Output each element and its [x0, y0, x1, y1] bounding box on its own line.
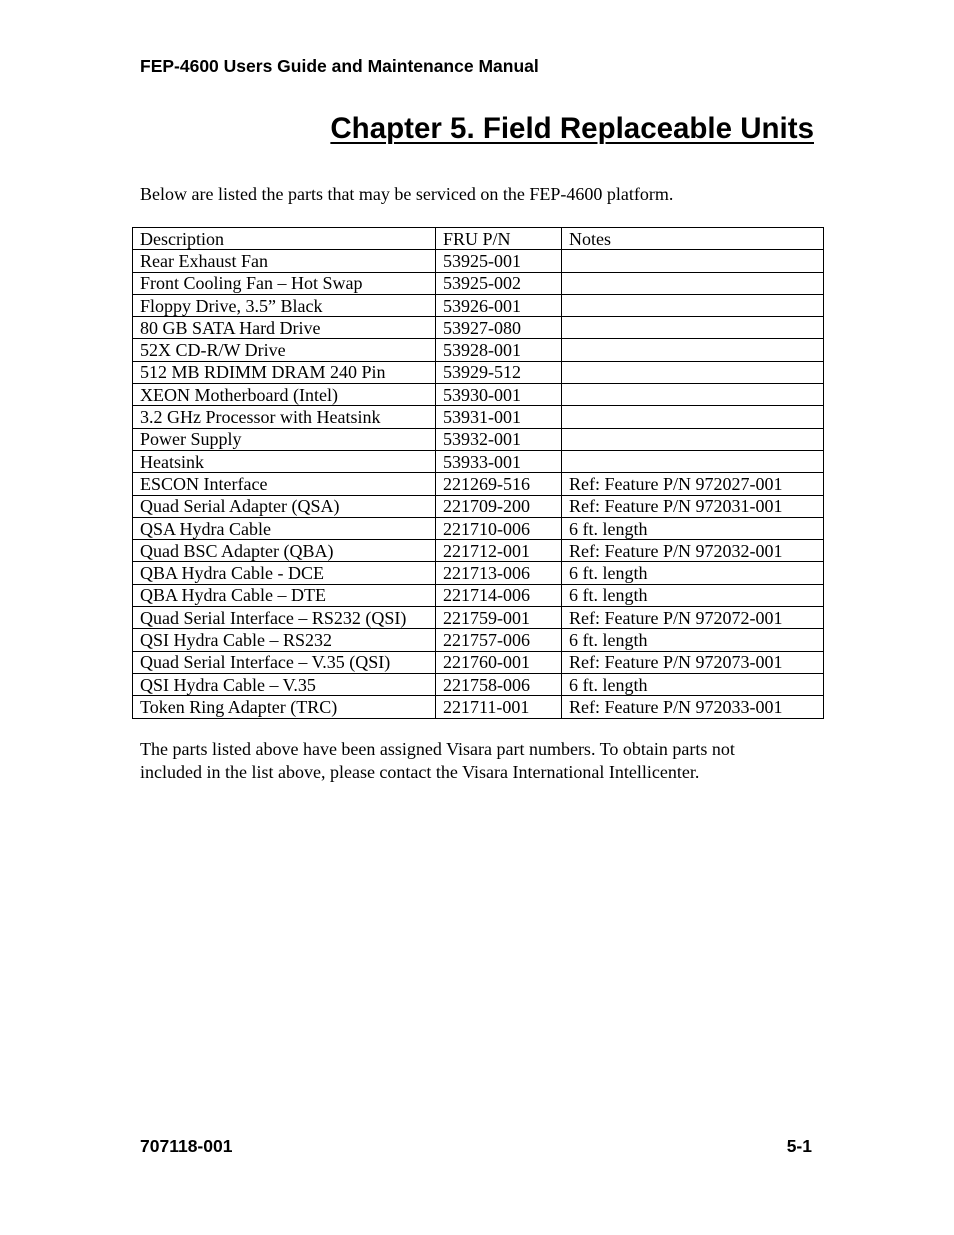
table-row	[133, 517, 824, 539]
table-row	[133, 361, 824, 383]
table-row	[133, 250, 824, 272]
cell-fru-pn: 53925-001	[436, 250, 562, 272]
table-row	[133, 473, 824, 495]
table-row	[133, 339, 824, 361]
cell-notes	[562, 250, 824, 272]
table-row	[133, 495, 824, 517]
cell-fru-pn: 221714-006	[436, 584, 562, 606]
cell-notes	[562, 428, 824, 450]
cell-notes: Ref: Feature P/N 972031-001	[562, 495, 824, 517]
cell-description: 512 MB RDIMM DRAM 240 Pin	[133, 361, 436, 383]
cell-description: Rear Exhaust Fan	[133, 250, 436, 272]
cell-notes: Ref: Feature P/N 972072-001	[562, 607, 824, 629]
cell-notes	[562, 294, 824, 316]
cell-description: ESCON Interface	[133, 473, 436, 495]
cell-description: Floppy Drive, 3.5” Black	[133, 294, 436, 316]
table-row	[133, 384, 824, 406]
cell-description: Quad Serial Adapter (QSA)	[133, 495, 436, 517]
table-row	[133, 629, 824, 651]
table-header-row	[133, 228, 824, 250]
cell-notes: Ref: Feature P/N 972032-001	[562, 540, 824, 562]
cell-fru-pn: 221759-001	[436, 607, 562, 629]
cell-description: 3.2 GHz Processor with Heatsink	[133, 406, 436, 428]
running-header: FEP-4600 Users Guide and Maintenance Manual	[140, 56, 539, 76]
intro-paragraph: Below are listed the parts that may be serviced on the FEP-4600 platform.	[140, 184, 674, 204]
cell-fru-pn: 221711-001	[436, 696, 562, 718]
cell-description: Token Ring Adapter (TRC)	[133, 696, 436, 718]
fru-parts-table	[132, 227, 824, 719]
cell-notes: Ref: Feature P/N 972073-001	[562, 651, 824, 673]
closing-paragraph-line: The parts listed above have been assigned Visara part numbers. To obtain parts not	[140, 739, 735, 759]
table-row	[133, 696, 824, 718]
cell-description: QSI Hydra Cable – V.35	[133, 673, 436, 695]
chapter-title: Chapter 5. Field Replaceable Units	[330, 112, 814, 145]
cell-notes: Ref: Feature P/N 972033-001	[562, 696, 824, 718]
closing-paragraph-line: included in the list above, please contact the Visara International Intellicenter.	[140, 762, 700, 782]
cell-fru-pn: 221713-006	[436, 562, 562, 584]
cell-fru-pn: 221757-006	[436, 629, 562, 651]
cell-description: QSA Hydra Cable	[133, 517, 436, 539]
cell-fru-pn: 221710-006	[436, 517, 562, 539]
cell-description: Heatsink	[133, 450, 436, 472]
cell-description: QBA Hydra Cable – DTE	[133, 584, 436, 606]
cell-description: Power Supply	[133, 428, 436, 450]
table-row	[133, 406, 824, 428]
cell-notes	[562, 317, 824, 339]
cell-fru-pn: 221712-001	[436, 540, 562, 562]
table-row	[133, 428, 824, 450]
cell-description: 52X CD-R/W Drive	[133, 339, 436, 361]
cell-fru-pn: 53933-001	[436, 450, 562, 472]
table-body	[133, 250, 824, 718]
cell-notes	[562, 384, 824, 406]
cell-fru-pn: 53926-001	[436, 294, 562, 316]
cell-fru-pn: 53929-512	[436, 361, 562, 383]
footer-doc-number: 707118-001	[140, 1136, 233, 1156]
cell-fru-pn: 53930-001	[436, 384, 562, 406]
footer-page-number: 5-1	[786, 1136, 812, 1156]
cell-description: XEON Motherboard (Intel)	[133, 384, 436, 406]
cell-notes: Ref: Feature P/N 972027-001	[562, 473, 824, 495]
cell-fru-pn: 53931-001	[436, 406, 562, 428]
closing-paragraph	[140, 738, 820, 784]
table-row	[133, 317, 824, 339]
cell-description: QSI Hydra Cable – RS232	[133, 629, 436, 651]
cell-notes: 6 ft. length	[562, 673, 824, 695]
column-header-description: Description	[133, 228, 436, 250]
column-header-fru-pn: FRU P/N	[436, 228, 562, 250]
cell-notes: 6 ft. length	[562, 562, 824, 584]
column-header-notes: Notes	[562, 228, 824, 250]
table-row	[133, 584, 824, 606]
table-row	[133, 607, 824, 629]
cell-fru-pn: 221758-006	[436, 673, 562, 695]
cell-description: Quad BSC Adapter (QBA)	[133, 540, 436, 562]
cell-description: Quad Serial Interface – RS232 (QSI)	[133, 607, 436, 629]
cell-notes	[562, 272, 824, 294]
table-row	[133, 540, 824, 562]
cell-notes: 6 ft. length	[562, 629, 824, 651]
cell-fru-pn: 221709-200	[436, 495, 562, 517]
cell-fru-pn: 221760-001	[436, 651, 562, 673]
table-row	[133, 651, 824, 673]
table-row	[133, 562, 824, 584]
table-row	[133, 450, 824, 472]
cell-notes: 6 ft. length	[562, 584, 824, 606]
cell-description: 80 GB SATA Hard Drive	[133, 317, 436, 339]
cell-notes	[562, 361, 824, 383]
table-row	[133, 272, 824, 294]
cell-fru-pn: 53932-001	[436, 428, 562, 450]
cell-fru-pn: 53927-080	[436, 317, 562, 339]
cell-notes: 6 ft. length	[562, 517, 824, 539]
cell-fru-pn: 221269-516	[436, 473, 562, 495]
cell-description: Front Cooling Fan – Hot Swap	[133, 272, 436, 294]
cell-notes	[562, 339, 824, 361]
table-row	[133, 673, 824, 695]
cell-description: Quad Serial Interface – V.35 (QSI)	[133, 651, 436, 673]
table-row	[133, 294, 824, 316]
cell-notes	[562, 406, 824, 428]
cell-notes	[562, 450, 824, 472]
cell-description: QBA Hydra Cable - DCE	[133, 562, 436, 584]
cell-fru-pn: 53925-002	[436, 272, 562, 294]
cell-fru-pn: 53928-001	[436, 339, 562, 361]
